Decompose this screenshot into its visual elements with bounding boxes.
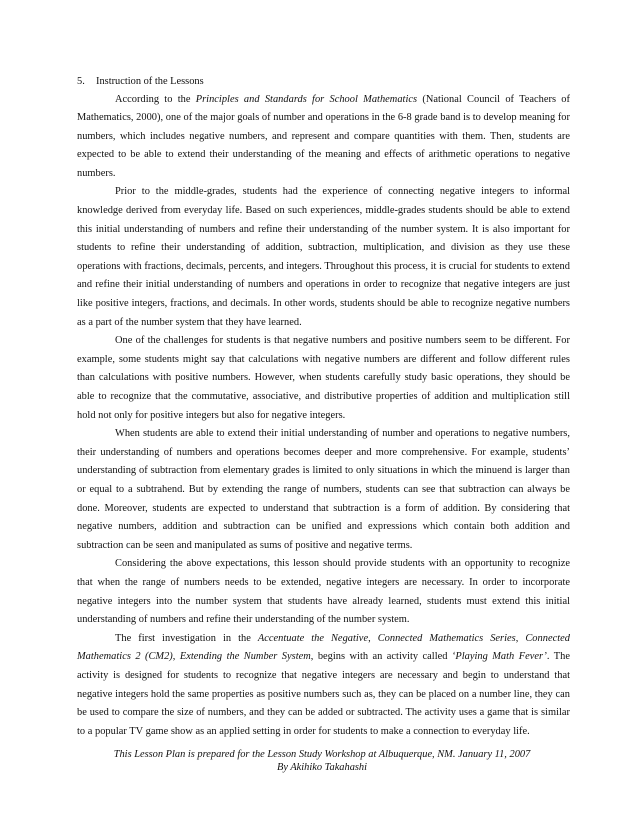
body-text bbox=[77, 91, 570, 742]
cited-program-title: Connected Mathematics 2 (CM2) bbox=[77, 632, 570, 663]
separator: , bbox=[515, 632, 526, 644]
section-heading bbox=[77, 74, 204, 89]
cited-investigation-title: Extending the Number System bbox=[179, 651, 311, 663]
separator: , bbox=[172, 651, 180, 663]
paragraph-3: One of the challenges for students is that negative numbers and positive numbers seem to be different. For example, some students might say that calculations with negative numbers are different and follow different rules than calculations with positive numbers. However, when students carefully study basic operations, they should be able to recognize that the commutative, associative, and distributive properties of addition and multiplication still hold not only for positive integers but also for negative integers. bbox=[77, 335, 570, 421]
footer-line-1: This Lesson Plan is prepared for the Lesson Study Workshop at Albuquerque, NM. January 11, 2007 bbox=[113, 749, 531, 760]
paragraph-6 bbox=[77, 630, 570, 742]
paragraph-2: Prior to the middle-grades, students had the experience of connecting negative integers to informal knowledge derived from everyday life. Based on such experiences, middle-grades students should be able to extend this initial understanding of numbers and refine their understanding of the number system. It is also important for students to refine their understanding of addition, subtraction, multiplication, and division as they use these operations with fractions, decimals, percents, and integers. Throughout this process, it is crucial for students to extend and refine their initial understanding of numbers and operations in order to recognize that negative integers are just like positive integers, fractions, and decimals. In other words, students should be able to recognize negative numbers as a part of the number system that they have learned. bbox=[77, 186, 570, 328]
cited-title: Principles and Standards for School Mathematics bbox=[195, 93, 418, 105]
paragraph-6-text-a: The first investigation in the bbox=[115, 632, 258, 644]
paragraph-1-text-b: (National Council of Teachers of Mathematics, 2000), one of the major goals of number and operations in the 6-8 grade band is to develop meaning for numbers, which includes negative numbers, and represent and compare quantities with them. Then, students are expected to be able to extend their understanding of the meaning and effects of arithmetic operations to negative numbers. bbox=[77, 93, 571, 179]
paragraph-6-text-c: . The activity is designed for students to recognize that negative integers are necessary and begin to understand that negative integers hold the same properties as positive numbers such as, they can be placed on a number line, they can be used to compare the size of numbers, and they can be added or subtracted. The activity uses a game that is similar to a popular TV game show as an applied setting in order for students to make a connection to everyday life. bbox=[77, 651, 570, 737]
section-title: Instruction of the Lessons bbox=[96, 76, 204, 87]
cited-unit-title: Accentuate the Negative bbox=[257, 632, 369, 644]
paragraph-6-text-b: , begins with an activity called bbox=[310, 651, 452, 663]
page-footer bbox=[0, 749, 644, 774]
paragraph-1 bbox=[77, 91, 570, 184]
footer-author: By Akihiko Takahashi bbox=[276, 761, 368, 773]
paragraph-4: When students are able to extend their initial understanding of number and operations to negative numbers, their understanding of numbers and operations becomes deeper and more comprehensive. For example, students’ understanding of subtraction from elementary grades is limited to only situations in which the minuend is larger than or equal to a subtrahend. But by extending the range of numbers, students can see that subtraction can always be done. Moreover, students are expected to understand that subtraction is a form of addition. By considering that negative numbers, addition and subtraction can be unified and expressions which contain both addition and subtraction can be seen and manipulated as sums of positive and negative terms. bbox=[77, 428, 570, 551]
paragraph-1-text-a: According to the bbox=[115, 93, 196, 105]
section-number: 5. bbox=[77, 76, 85, 87]
separator: , bbox=[368, 632, 378, 644]
paragraph-5: Considering the above expectations, this lesson should provide students with an opportunity to recognize that when the range of numbers needs to be extended, negative integers are necessary. In order to incorporate negative integers into the number system that students have already learned, students must extend this initial understanding of numbers and refine their understanding of the number system. bbox=[77, 558, 570, 626]
activity-name: ‘Playing Math Fever’ bbox=[451, 651, 547, 663]
cited-series-title: Connected Mathematics Series bbox=[377, 632, 516, 644]
